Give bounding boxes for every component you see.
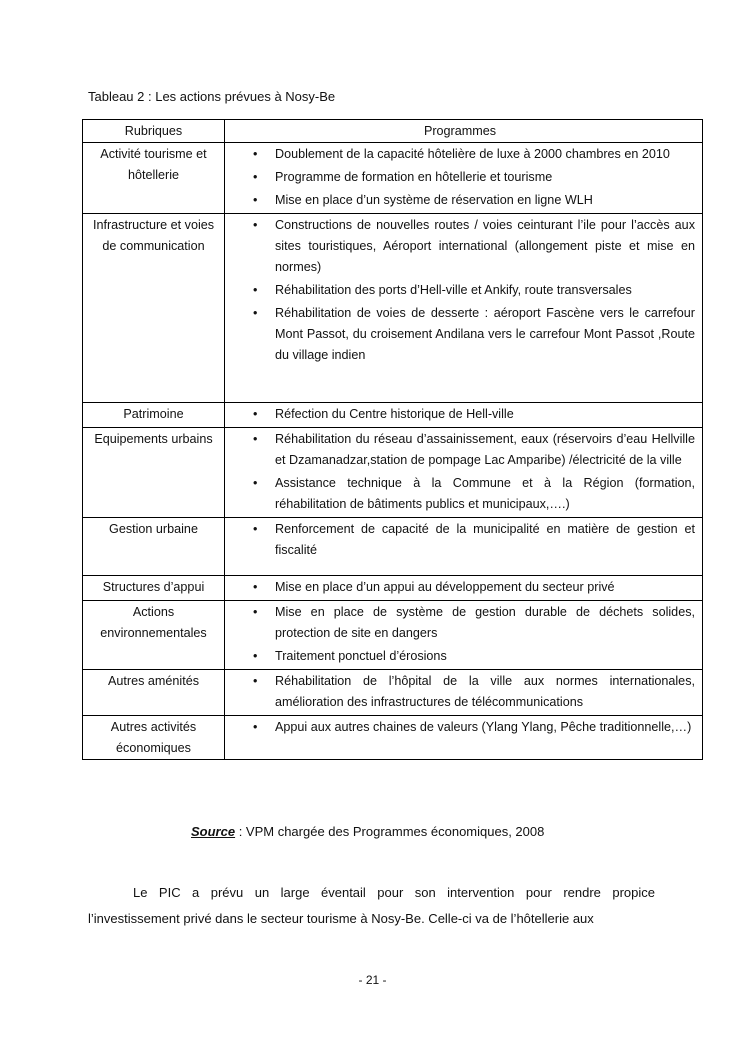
programmes-cell	[225, 601, 703, 670]
rubrique-cell: Autres aménités	[83, 670, 225, 716]
programmes-cell	[225, 518, 703, 576]
rubrique-cell: Gestion urbaine	[83, 518, 225, 576]
programmes-list	[225, 671, 695, 713]
bullet-icon: •	[253, 674, 258, 688]
programmes-list	[225, 144, 695, 211]
programmes-list	[225, 215, 695, 366]
programme-text: Traitement ponctuel d’érosions	[275, 649, 447, 663]
table-row	[83, 403, 703, 428]
programmes-list	[225, 519, 695, 561]
source-label: Source	[191, 824, 236, 839]
bullet-icon: •	[253, 432, 258, 446]
programmes-cell	[225, 576, 703, 601]
rubrique-cell: Infrastructure et voies de communication	[83, 214, 225, 403]
table-row	[83, 214, 703, 403]
bullet-icon: •	[253, 476, 258, 490]
rubrique-cell: Activité tourisme et hôtellerie	[83, 143, 225, 214]
bullet-icon: •	[253, 218, 258, 232]
list-item	[225, 717, 695, 738]
programme-text: Appui aux autres chaines de valeurs (Ylang Ylang, Pêche traditionnelle,…)	[275, 720, 692, 734]
programme-text: Réhabilitation du réseau d’assainissement, eaux (réservoirs d’eau Hellville et Dzamanadzar,station de pompage Lac Amparibe) /électricité de la ville	[275, 432, 695, 467]
bullet-icon: •	[253, 407, 258, 421]
table-row	[83, 601, 703, 670]
list-item	[225, 577, 695, 598]
programme-text: Doublement de la capacité hôtelière de luxe à 2000 chambres en 2010	[275, 147, 670, 161]
source-note	[191, 824, 544, 839]
bullet-icon: •	[253, 580, 258, 594]
programme-text: Mise en place d’un système de réservation en ligne WLH	[275, 193, 593, 207]
programme-text: Réhabilitation de voies de desserte : aéroport Fascène vers le carrefour Mont Passot, du croisement Andilana vers le carrefour Mont Passot ,Route du village indien	[275, 306, 695, 362]
page-number: - 21 -	[358, 973, 387, 987]
programmes-list	[225, 717, 695, 738]
programmes-cell	[225, 403, 703, 428]
list-item	[225, 646, 695, 667]
bullet-icon: •	[253, 170, 258, 184]
table-row	[83, 428, 703, 518]
list-item	[225, 167, 695, 188]
bullet-icon: •	[253, 283, 258, 297]
table-row	[83, 143, 703, 214]
bullet-icon: •	[253, 147, 258, 161]
programmes-cell	[225, 428, 703, 518]
programmes-cell	[225, 214, 703, 403]
bullet-icon: •	[253, 649, 258, 663]
bullet-icon: •	[253, 522, 258, 536]
header-rubriques: Rubriques	[83, 120, 225, 143]
table-header-row	[83, 120, 703, 143]
programme-text: Assistance technique à la Commune et à la Région (formation, réhabilitation de bâtiments publics et municipaux,….)	[275, 476, 695, 511]
rubrique-cell: Structures d’appui	[83, 576, 225, 601]
programme-text: Réhabilitation de l’hôpital de la ville aux normes internationales, amélioration des infrastructures de télécommunications	[275, 674, 695, 709]
actions-table	[82, 119, 703, 760]
list-item	[225, 602, 695, 644]
list-item	[225, 280, 695, 301]
programmes-cell	[225, 716, 703, 760]
list-item	[225, 473, 695, 515]
list-item	[225, 144, 695, 165]
programme-text: Mise en place d’un appui au développement du secteur privé	[275, 580, 615, 594]
rubrique-cell: Actions environnementales	[83, 601, 225, 670]
list-item	[225, 190, 695, 211]
programme-text: Programme de formation en hôtellerie et tourisme	[275, 170, 553, 184]
rubrique-cell: Autres activités économiques	[83, 716, 225, 760]
bullet-icon: •	[253, 306, 258, 320]
programme-text: Réhabilitation des ports d’Hell-ville et Ankify, route transversales	[275, 283, 632, 297]
rubrique-cell: Equipements urbains	[83, 428, 225, 518]
list-item	[225, 671, 695, 713]
table-row	[83, 716, 703, 760]
table-row	[83, 576, 703, 601]
list-item	[225, 519, 695, 561]
header-programmes: Programmes	[225, 120, 703, 143]
programmes-list	[225, 429, 695, 515]
source-text: : VPM chargée des Programmes économiques, 2008	[235, 824, 545, 839]
programme-text: Mise en place de système de gestion durable de déchets solides, protection de site en dangers	[275, 605, 695, 640]
programmes-list	[225, 404, 695, 425]
programme-text: Renforcement de capacité de la municipalité en matière de gestion et fiscalité	[275, 522, 695, 557]
programme-text: Constructions de nouvelles routes / voies ceinturant l’ile pour l’accès aux sites touristiques, Aéroport international (allongement piste et mise en normes)	[275, 218, 695, 274]
programmes-list	[225, 602, 695, 667]
list-item	[225, 303, 695, 366]
table-row	[83, 518, 703, 576]
bullet-icon: •	[253, 193, 258, 207]
programmes-cell	[225, 143, 703, 214]
table-row	[83, 670, 703, 716]
programme-text: Réfection du Centre historique de Hell-ville	[275, 407, 514, 421]
list-item	[225, 404, 695, 425]
bullet-icon: •	[253, 720, 258, 734]
rubrique-cell: Patrimoine	[83, 403, 225, 428]
body-paragraph: Le PIC a prévu un large éventail pour son intervention pour rendre propice l’investissement privé dans le secteur tourisme à Nosy-Be. Celle-ci va de l’hôtellerie aux	[88, 885, 655, 926]
bullet-icon: •	[253, 605, 258, 619]
programmes-list	[225, 577, 695, 598]
list-item	[225, 215, 695, 278]
table-caption: Tableau 2 : Les actions prévues à Nosy-Be	[88, 89, 336, 104]
list-item	[225, 429, 695, 471]
programmes-cell	[225, 670, 703, 716]
